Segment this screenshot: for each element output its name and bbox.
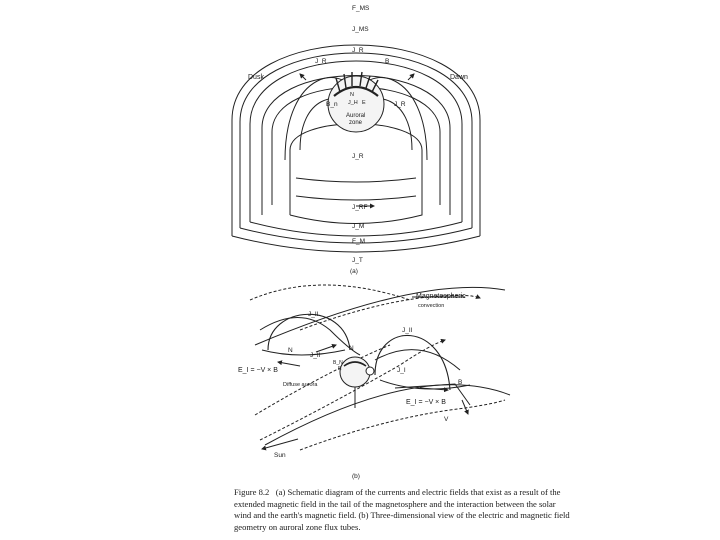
- tail-sheet-1: [296, 178, 416, 182]
- label-e-left: E_I = −V × B: [238, 367, 278, 374]
- current-loop-left: [268, 314, 350, 350]
- label-inner-jr2: J_R: [394, 101, 406, 108]
- figure-caption: [234, 487, 574, 533]
- right-v-arrow: [462, 400, 468, 414]
- tail-sheet-2: [296, 196, 416, 200]
- tube-right-top: [375, 350, 460, 370]
- label-inner-n: N: [350, 92, 354, 98]
- figure-a: [232, 45, 480, 252]
- label-diffuse: Diffuse aurora: [283, 382, 318, 388]
- loop-arrow-right: [408, 74, 414, 80]
- label-j-right: J_II: [402, 327, 413, 334]
- label-inner-jh: J_H: [348, 100, 358, 106]
- convection-line-1: [300, 295, 480, 330]
- caption-text: (a) Schematic diagram of the currents and electric fields that exist as a result of the extended magnetic field in the tail of the magnetosphere and the interaction between the solar wind and the earth's magnetic field. (b) Three-dimensional view of the electric and magnetic field geometry on auroral zone flux tubes.: [234, 487, 570, 532]
- label-j-upper: J_II: [308, 311, 319, 318]
- convection-line-5: [300, 400, 505, 450]
- convection-line-2: [250, 285, 410, 300]
- label-lower-jr: J_R: [352, 153, 364, 160]
- figure-b: [250, 285, 510, 450]
- label-e-center: E: [338, 366, 342, 372]
- tube-left-bottom: [262, 350, 345, 355]
- label-lower-fm: F_M: [352, 238, 365, 245]
- caption-figure-number: Figure 8.2: [234, 487, 270, 497]
- field-arrow-left: [278, 362, 300, 366]
- label-inner-e: E: [362, 100, 366, 106]
- label-inner-b: B: [385, 58, 390, 65]
- polar-cap-marker: [366, 367, 374, 375]
- label-j-mid: J_II: [310, 352, 321, 359]
- label-j-r-top: J_R: [352, 47, 364, 54]
- label-lower-jm: J_M: [352, 223, 365, 230]
- label-b-right: B: [458, 379, 463, 386]
- label-v-right: V: [444, 416, 449, 423]
- label-magnetospheric: Magnetospheric: [416, 293, 466, 300]
- label-convection: convection: [418, 303, 445, 309]
- label-inner-bn: B_n: [326, 101, 338, 108]
- label-lower-jt: J_T: [352, 257, 363, 264]
- convection-line-3: [260, 340, 445, 440]
- convection-line-4: [255, 345, 390, 415]
- label-dusk: Dusk: [248, 74, 264, 81]
- label-inner-jr: J_R: [315, 58, 327, 65]
- label-sun: Sun: [274, 452, 286, 459]
- loop-arrow-left: [300, 74, 306, 80]
- label-zone: zone: [349, 120, 363, 126]
- label-auroral: Auroral: [346, 113, 366, 119]
- label-lower-jrf: J_RF: [352, 204, 368, 211]
- label-b-center: B_N: [333, 360, 343, 366]
- field-arrow-j: [316, 345, 336, 352]
- panel-label-a: (a): [350, 268, 358, 275]
- tube-long-bottom: [265, 385, 510, 445]
- label-f-ms: F_MS: [352, 5, 370, 12]
- label-e-right: E_I = −V × B: [406, 399, 446, 406]
- label-j-small: J_I: [397, 367, 406, 374]
- label-j-ms: J_MS: [352, 26, 369, 33]
- panel-label-b: (b): [352, 473, 360, 480]
- label-n-center: N: [349, 345, 354, 352]
- label-dawn: Dawn: [450, 74, 468, 81]
- label-n-left: N: [288, 347, 293, 354]
